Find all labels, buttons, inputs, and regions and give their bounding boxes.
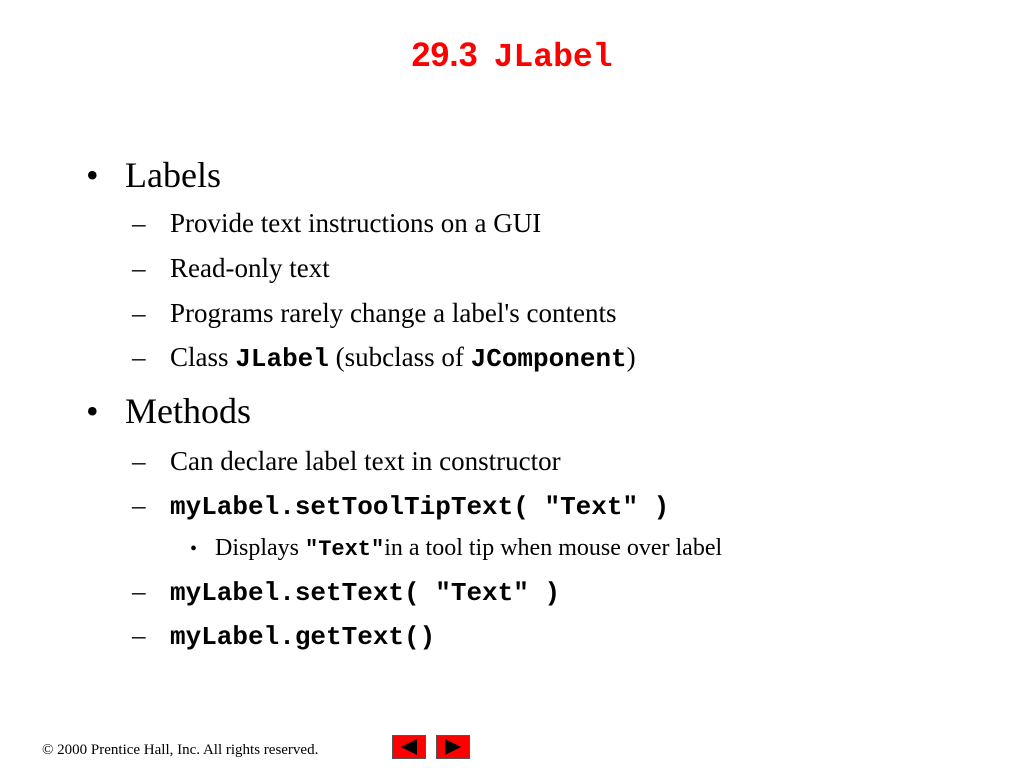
- bullet-methods: [86, 390, 251, 432]
- heading-methods: Methods: [125, 391, 251, 431]
- displays-code: "Text": [305, 537, 385, 562]
- slide-title: [0, 36, 1024, 76]
- copyright-footer: [42, 742, 318, 759]
- class-prefix: Class: [170, 342, 236, 372]
- dash-glyph: –: [132, 342, 146, 372]
- subitem-class-jlabel: [132, 342, 636, 374]
- subitem-read-only: [132, 253, 330, 284]
- left-arrow-icon: [393, 736, 425, 758]
- title-code: JLabel: [493, 39, 613, 76]
- class-name-code: JLabel: [235, 344, 329, 374]
- method-code: myLabel.setToolTipText( "Text" ): [170, 492, 670, 522]
- parent-class-code: JComponent: [470, 344, 627, 374]
- dash-glyph: –: [132, 446, 146, 476]
- right-arrow-icon: [437, 736, 469, 758]
- subitem-text: Programs rarely change a label's contents: [170, 298, 617, 328]
- displays-prefix: Displays: [215, 535, 305, 561]
- previous-slide-button[interactable]: [392, 735, 426, 759]
- method-code: myLabel.setText( "Text" ): [170, 578, 561, 608]
- subitem-can-declare: [132, 446, 561, 477]
- method-code: myLabel.getText(): [170, 622, 436, 652]
- subitem-programs-rarely: [132, 298, 616, 329]
- bullet-labels: [86, 154, 221, 196]
- displays-suffix: in a tool tip when mouse over label: [384, 535, 723, 561]
- subitem-settext: [132, 576, 560, 608]
- dash-glyph: –: [132, 298, 146, 328]
- copyright-icon: ©: [42, 742, 54, 758]
- subitem-provide-text: [132, 208, 541, 239]
- subitem-text: Can declare label text in constructor: [170, 446, 561, 476]
- dash-glyph: –: [132, 208, 146, 238]
- subitem-text: Read-only text: [170, 253, 330, 283]
- class-suffix: ): [626, 342, 636, 372]
- bullet-glyph: •: [86, 391, 99, 431]
- dash-glyph: –: [132, 620, 146, 650]
- copyright-text: 2000 Prentice Hall, Inc. All rights reserved.: [53, 742, 319, 758]
- title-number: 29.3: [411, 36, 478, 74]
- next-slide-button[interactable]: [436, 735, 470, 759]
- heading-labels: Labels: [125, 155, 221, 195]
- subitem-text: Provide text instructions on a GUI: [170, 208, 542, 238]
- dash-glyph: –: [132, 576, 146, 606]
- bullet-glyph: •: [86, 155, 99, 195]
- subitem-settooltiptext: [132, 490, 669, 522]
- class-middle: (subclass of: [328, 342, 471, 372]
- sub-bullet-glyph: •: [190, 538, 198, 560]
- subsubitem-displays: [190, 535, 722, 562]
- dash-glyph: –: [132, 490, 146, 520]
- dash-glyph: –: [132, 253, 146, 283]
- subitem-gettext: [132, 620, 435, 652]
